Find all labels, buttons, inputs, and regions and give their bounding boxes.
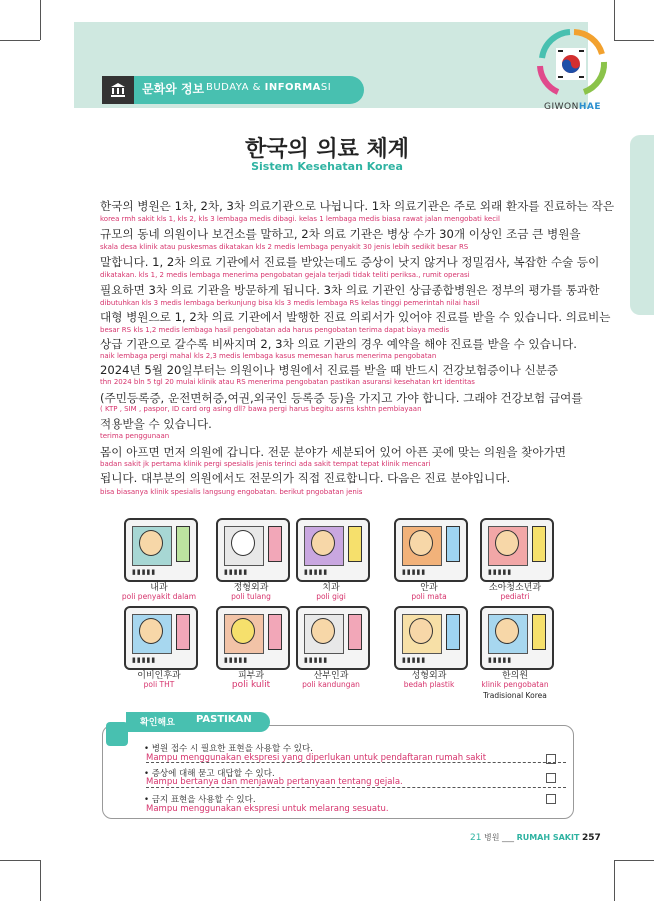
clinic-label-ko: 안과 [420, 583, 438, 593]
crop-mark [0, 40, 40, 41]
acupuncture-patient-icon [495, 618, 519, 644]
clinic-label-ko: 이비인후과 [137, 671, 181, 681]
clinic-card-dermatology [216, 606, 290, 670]
gloss-line: dikatakan. kls 1, 2 medis lembaga menerima pengobatan gejala terjadi tidak teliti periksa., rumit operasi [100, 271, 470, 279]
divider [146, 787, 566, 788]
gloss-line: terima penggunaan [100, 432, 170, 440]
clinic-label-id: poli tulang [231, 592, 271, 601]
clinic-label-ko: 성형외과 [411, 671, 447, 681]
eye-patient-icon [409, 530, 433, 556]
paragraph-line: 됩니다. 대부분의 의원에서도 전문의가 직접 진료합니다. 다음은 진료 분야입니다. [100, 471, 511, 485]
clinic-label-id: poli THT [143, 680, 175, 689]
clinic-sign [176, 614, 190, 650]
checkbox[interactable] [546, 773, 556, 783]
gloss-line: besar RS kls 1,2 medis lembaga hasil pengobatan ada harus pengobatan terima dapat biaya medis [100, 326, 450, 334]
woman-face-icon [409, 618, 433, 644]
section-title-ko: 문화와 정보 [142, 82, 205, 96]
crop-mark [0, 860, 40, 861]
clinic-label-ko: 치과 [322, 583, 340, 593]
clinic-card-ophthalmology [394, 518, 468, 582]
paragraph-line: 한국의 병원은 1차, 2차, 3차 의료기관으로 나뉩니다. 1차 의료기관은 주로 외래 환자를 진료하는 작은 [100, 199, 615, 213]
page-number: 257 [581, 833, 601, 843]
crop-mark [614, 40, 654, 41]
lesson-number: 21 [470, 833, 482, 843]
clinic-card-ent [124, 606, 198, 670]
clinic-label-ko: 피부과 [237, 671, 265, 681]
gloss-line: naik lembaga pergi mahal kls 2,3 medis lembaga kasus memesan harus menerima pengobatan [100, 352, 437, 360]
clinic-label-id-2: Tradisional Korea [483, 691, 547, 700]
checkbox[interactable] [546, 794, 556, 804]
window-dots: ▮▮▮▮▮ [488, 568, 513, 576]
clinic-sign [532, 614, 546, 650]
clinic-card-dentistry [296, 518, 370, 582]
gloss-line: dibutuhkan kls 3 medis lembaga berkunjung bisa kls 3 medis lembaga RS kelas tinggi pemerintah nilai hasil [100, 299, 480, 307]
checklist-item: • 증상에 대해 묻고 대답할 수 있다. [144, 769, 275, 779]
window-dots: ▮▮▮▮▮ [304, 568, 329, 576]
clinic-label-id: klinik pengobatan [481, 680, 549, 689]
pointing-hand-icon [106, 722, 128, 746]
paragraph-line: (주민등록증, 운전면허증,여권,외국인 등록증 등)을 가지고 가야 합니다. 그래야 건강보험 급여를 [100, 391, 583, 405]
clinic-label-ko: 소아청소년과 [488, 583, 542, 593]
clinic-card-orthopedics [216, 518, 290, 582]
window-dots: ▮▮▮▮▮ [132, 656, 157, 664]
clinic-label-id: poli kandungan [302, 680, 360, 689]
clinic-label-ko: 정형외과 [233, 583, 269, 593]
clinic-sign [176, 526, 190, 562]
checklist-item-gloss: Mampu menggunakan ekspresi untuk melarang sesuatu. [146, 804, 389, 814]
page-title: 한국의 의료 체계 [244, 137, 410, 162]
clinic-label-id: poli mata [411, 592, 447, 601]
clinic-sign [532, 526, 546, 562]
crop-mark [614, 860, 615, 901]
clinic-label-ko: 한의원 [501, 671, 529, 681]
toothache-face-icon [311, 530, 335, 556]
giwonhae-logo-icon [534, 28, 608, 100]
paragraph-line: 몸이 아프면 먼저 의원에 갑니다. 전문 분야가 세분되어 있어 아픈 곳에 맞는 의원을 찾아가면 [100, 445, 566, 459]
gloss-line: ( KTP , SIM , paspor, ID card org asing dll? bawa pergi harus begitu asrns kshtn pembiayaan [100, 405, 422, 413]
clinic-card-internal-medicine [124, 518, 198, 582]
window-dots: ▮▮▮▮▮ [402, 568, 427, 576]
clinic-sign [446, 526, 460, 562]
clinic-label-ko: 내과 [150, 583, 168, 593]
gloss-line: skala desa klinik atau puskesmas dikatakan kls 2 medis lembaga penyakit 30 jenis lebih sedikit besar RS [100, 243, 469, 251]
window-dots: ▮▮▮▮▮ [488, 656, 513, 664]
window-dots: ▮▮▮▮▮ [224, 656, 249, 664]
pregnant-woman-icon [311, 618, 335, 644]
lesson-title-id: RUMAH SAKIT [516, 833, 580, 842]
clinic-sign [348, 526, 362, 562]
clinic-label-id: poli penyakit dalam [121, 592, 197, 601]
paragraph-line: 대형 병원으로 1, 2차 의료 기관에서 발행한 진료 의뢰서가 있어야 진료를 받을 수 있습니다. 의료비는 [100, 310, 611, 324]
clinic-label-id: pediatri [500, 592, 530, 601]
crop-mark [614, 860, 654, 861]
window-dots: ▮▮▮▮▮ [402, 656, 427, 664]
itchy-face-icon [231, 618, 255, 644]
checklist-item: • 금지 표현을 사용할 수 있다. [144, 795, 256, 805]
clinic-card-plastic-surgery [394, 606, 468, 670]
checklist-tag-ko: 확인해요 [140, 718, 175, 728]
clinic-card-obstetrics [296, 606, 370, 670]
crop-mark [614, 0, 615, 40]
clinic-label-id: poli gigi [316, 592, 346, 601]
doctor-icon [139, 530, 163, 556]
clinic-label-id: poli kulit [231, 680, 271, 690]
bandaged-arm-icon [231, 530, 255, 556]
paragraph-line: 규모의 동네 의원이나 보건소를 말하고, 2차 의료 기관은 병상 수가 30개 이상인 조금 큰 병원을 [100, 227, 581, 241]
ear-patient-icon [139, 618, 163, 644]
checklist-tag-en: PASTIKAN [196, 714, 252, 725]
page-footer: 21 병원 ___ RUMAH SAKIT 257 [470, 833, 601, 843]
clinic-sign [268, 526, 282, 562]
child-face-icon [495, 530, 519, 556]
paragraph-line: 2024년 5월 20일부터는 의원이나 병원에서 진료를 받을 때 반드시 건강보험증이나 신분증 [100, 363, 559, 377]
checkbox[interactable] [546, 754, 556, 764]
clinic-card-pediatrics [480, 518, 554, 582]
lesson-title-ko: 병원 [484, 833, 500, 842]
gloss-line: bisa biasanya klinik spesialis langsung engobatan. berikut pngobatan jenis [100, 488, 363, 496]
checklist-item-gloss: Mampu bertanya dan menjawab pertanyaan tentang gejala. [146, 777, 403, 787]
logo-text: GIWONHAE [544, 102, 601, 112]
paragraph-line: 상급 기관으로 갈수록 비싸지며 2, 3차 의료 기관의 경우 예약을 해야 진료를 받을 수 있습니다. [100, 337, 577, 351]
checklist-item: • 병원 접수 시 필요한 표현을 사용할 수 있다. [144, 744, 313, 754]
paragraph-line: 필요하면 3차 의료 기관을 방문하게 됩니다. 3차 의료 기관인 상급종합병원은 정부의 평가를 통과한 [100, 283, 600, 297]
gloss-line: korea rmh sakit kls 1, kls 2, kls 3 lembaga medis dibagi. kelas 1 lembaga medis biasa rawat jalan mengobati kecil [100, 215, 500, 223]
clinic-label-ko: 산부인과 [313, 671, 349, 681]
window-dots: ▮▮▮▮▮ [304, 656, 329, 664]
paragraph-line: 적용받을 수 있습니다. [100, 417, 212, 431]
divider [146, 762, 566, 763]
crop-mark [40, 0, 41, 40]
window-dots: ▮▮▮▮▮ [132, 568, 157, 576]
paragraph-line: 말합니다. 1, 2차 의료 기관에서 진료를 받았는데도 증상이 낫지 않거나 정밀검사, 복잡한 수술 등이 [100, 255, 600, 269]
gloss-line: thn 2024 bln 5 tgl 20 mulai klinik atau RS menerima pengobatan pastikan asuransi kesehatan krt identitas [100, 378, 475, 386]
clinic-card-korean-medicine [480, 606, 554, 670]
window-dots: ▮▮▮▮▮ [224, 568, 249, 576]
section-title-en: BUDAYA & INFORMASI [206, 82, 332, 93]
gloss-line: badan sakit jk pertama klinik pergi spesialis jenis terinci ada sakit tempat tepat klinik mencari [100, 460, 431, 468]
crop-mark [40, 860, 41, 901]
museum-icon [102, 76, 134, 104]
checklist-item-gloss: Mampu menggunakan ekspresi yang diperlukan untuk pendaftaran rumah sakit [146, 753, 487, 763]
clinic-sign [268, 614, 282, 650]
page-subtitle: Sistem Kesehatan Korea [251, 160, 403, 173]
clinic-label-id: bedah plastik [403, 680, 455, 689]
clinic-sign [348, 614, 362, 650]
clinic-sign [446, 614, 460, 650]
